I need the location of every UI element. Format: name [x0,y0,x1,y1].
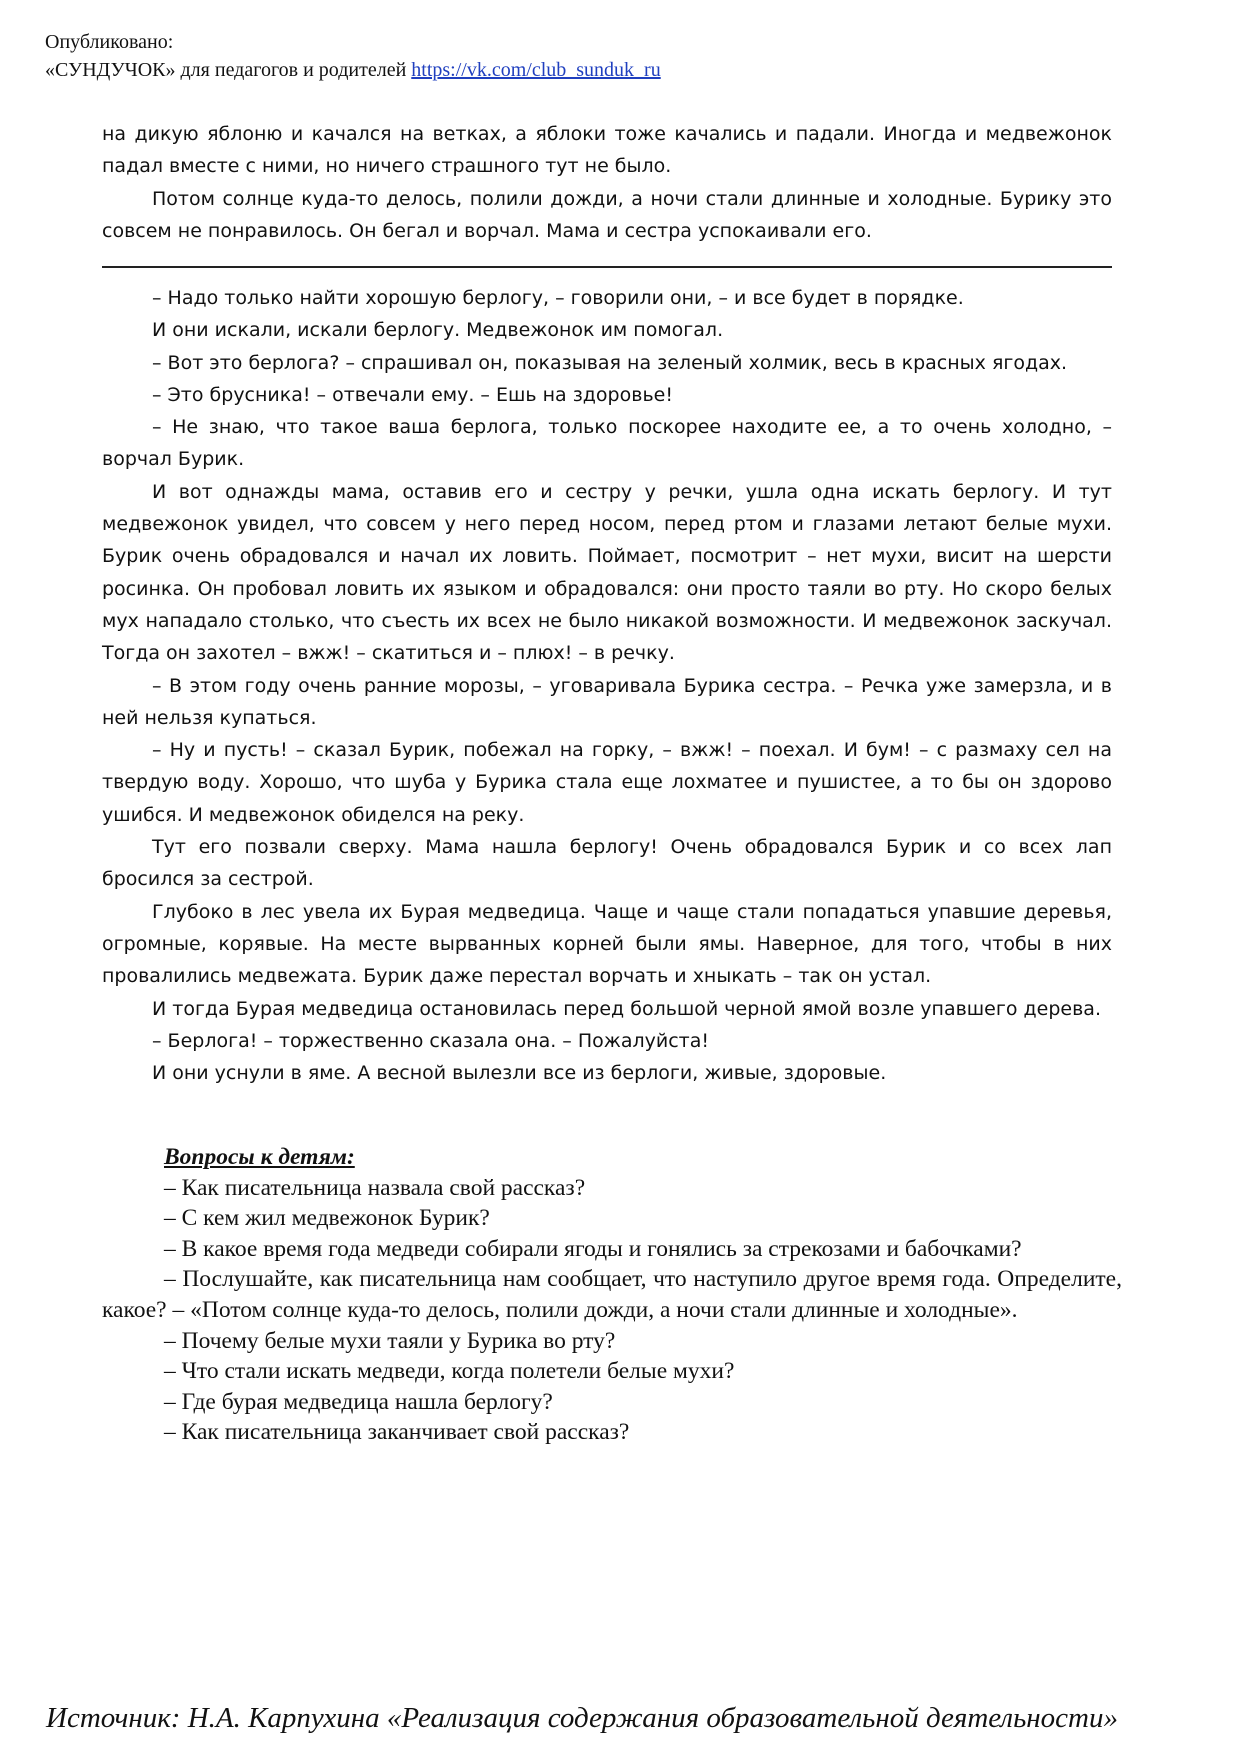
publisher-link[interactable]: https://vk.com/club_sunduk_ru [411,59,661,81]
story-body [102,282,1112,1089]
story-paragraph: – Не знаю, что такое ваша берлога, только поскорее находите ее, а то очень холодно, – ворчал Бурик. [102,416,1112,471]
publication-header [45,28,1145,84]
story-paragraph: – Берлога! – торжественно сказала она. – Пожалуйста! [152,1029,710,1052]
question-item: – Где бурая медведица нашла берлогу? [164,1388,553,1415]
question-item: – В какое время года медведи собирали ягоды и гонялись за стрекозами и бабочками? [164,1235,1022,1262]
questions-title-text: Вопросы к детям: [164,1144,355,1170]
published-label: Опубликовано: [45,31,174,53]
source-footer: Источник: Н.А. Карпухина «Реализация содержания образовательной деятельности» [46,1702,1118,1734]
publisher-line [45,56,1145,84]
story-paragraph: И они искали, искали берлогу. Медвежонок им помогал. [152,319,724,342]
story-paragraph: – В этом году очень ранние морозы, – уговаривала Бурика сестра. – Речка уже замерзла, и в ней нельзя купаться. [102,674,1112,729]
story-paragraph: на дикую яблоню и качался на ветках, а яблоки тоже качались и падали. Иногда и медвежонок падал вместе с ними, но ничего страшного тут не было. [102,123,1112,178]
story-paragraph: – Надо только найти хорошую берлогу, – говорили они, – и все будет в порядке. [152,287,964,309]
page-divider [102,266,1112,268]
story-paragraph: – Это брусника! – отвечали ему. – Ешь на здоровье! [152,383,673,406]
story-top [102,118,1112,247]
story-paragraph: И они уснули в яме. А весной вылезли все из берлоги, живые, здоровые. [152,1062,887,1085]
question-item: – Как писательница назвала свой рассказ? [164,1174,586,1201]
question-item: – С кем жил медвежонок Бурик? [164,1205,490,1232]
story-paragraph: – Ну и пусть! – сказал Бурик, побежал на горку, – вжж! – поехал. И бум! – с размаху сел на твердую воду. Хорошо, что шуба у Бурика стала еще лохматее и пушистее, а то бы он здорово ушибся. И медвежонок обиделся на реку. [102,739,1112,826]
question-item: – Что стали искать медведи, когда полетели белые мухи? [164,1358,735,1385]
story-paragraph: Потом солнце куда-то делось, полили дожди, а ночи стали длинные и холодные. Бурику это совсем не понравилось. Он бегал и ворчал. Мама и сестра успокаивали его. [102,187,1112,242]
question-item: – Почему белые мухи таяли у Бурика во рту? [164,1327,616,1354]
question-item: – Послушайте, как писательница нам сообщает, что наступило другое время года. Определите, какое? – «Потом солнце куда-то делось, полили дожди, а ночи стали длинные и холодные». [102,1266,1122,1323]
story-paragraph: Тут его позвали сверху. Мама нашла берлогу! Очень обрадовался Бурик и со всех лап бросился за сестрой. [102,836,1112,891]
questions-section [102,1142,1122,1448]
question-item: – Как писательница заканчивает свой рассказ? [164,1419,630,1446]
story-paragraph: И тогда Бурая медведица остановилась перед большой черной ямой возле упавшего дерева. [152,997,1101,1020]
publisher-text: «СУНДУЧОК» для педагогов и родителей [45,59,407,81]
story-paragraph: – Вот это берлога? – спрашивал он, показывая на зеленый холмик, весь в красных ягодах. [152,351,1068,374]
story-paragraph: И вот однажды мама, оставив его и сестру у речки, ушла одна искать берлогу. И тут медвежонок увидел, что совсем у него перед носом, перед ртом и глазами летают белые мухи. Бурик очень обрадовался и начал их ловить. Поймает, посмотрит – нет мухи, висит на шерсти росинка. Он пробовал ловить их языком и обрадовался: они просто таяли во рту. Но скоро белых мух нападало столько, что съесть их всех не было никакой возможности. И медвежонок заскучал. Тогда он захотел – вжж! – скатиться и – плюх! – в речку. [102,480,1112,665]
questions-title [102,1142,1122,1173]
story-paragraph: Глубоко в лес увела их Бурая медведица. Чаще и чаще стали попадаться упавшие деревья, огромные, корявые. На месте вырванных корней были ямы. Наверное, для того, чтобы в них провалились медвежата. Бурик даже перестал ворчать и хныкать – так он устал. [102,900,1112,988]
